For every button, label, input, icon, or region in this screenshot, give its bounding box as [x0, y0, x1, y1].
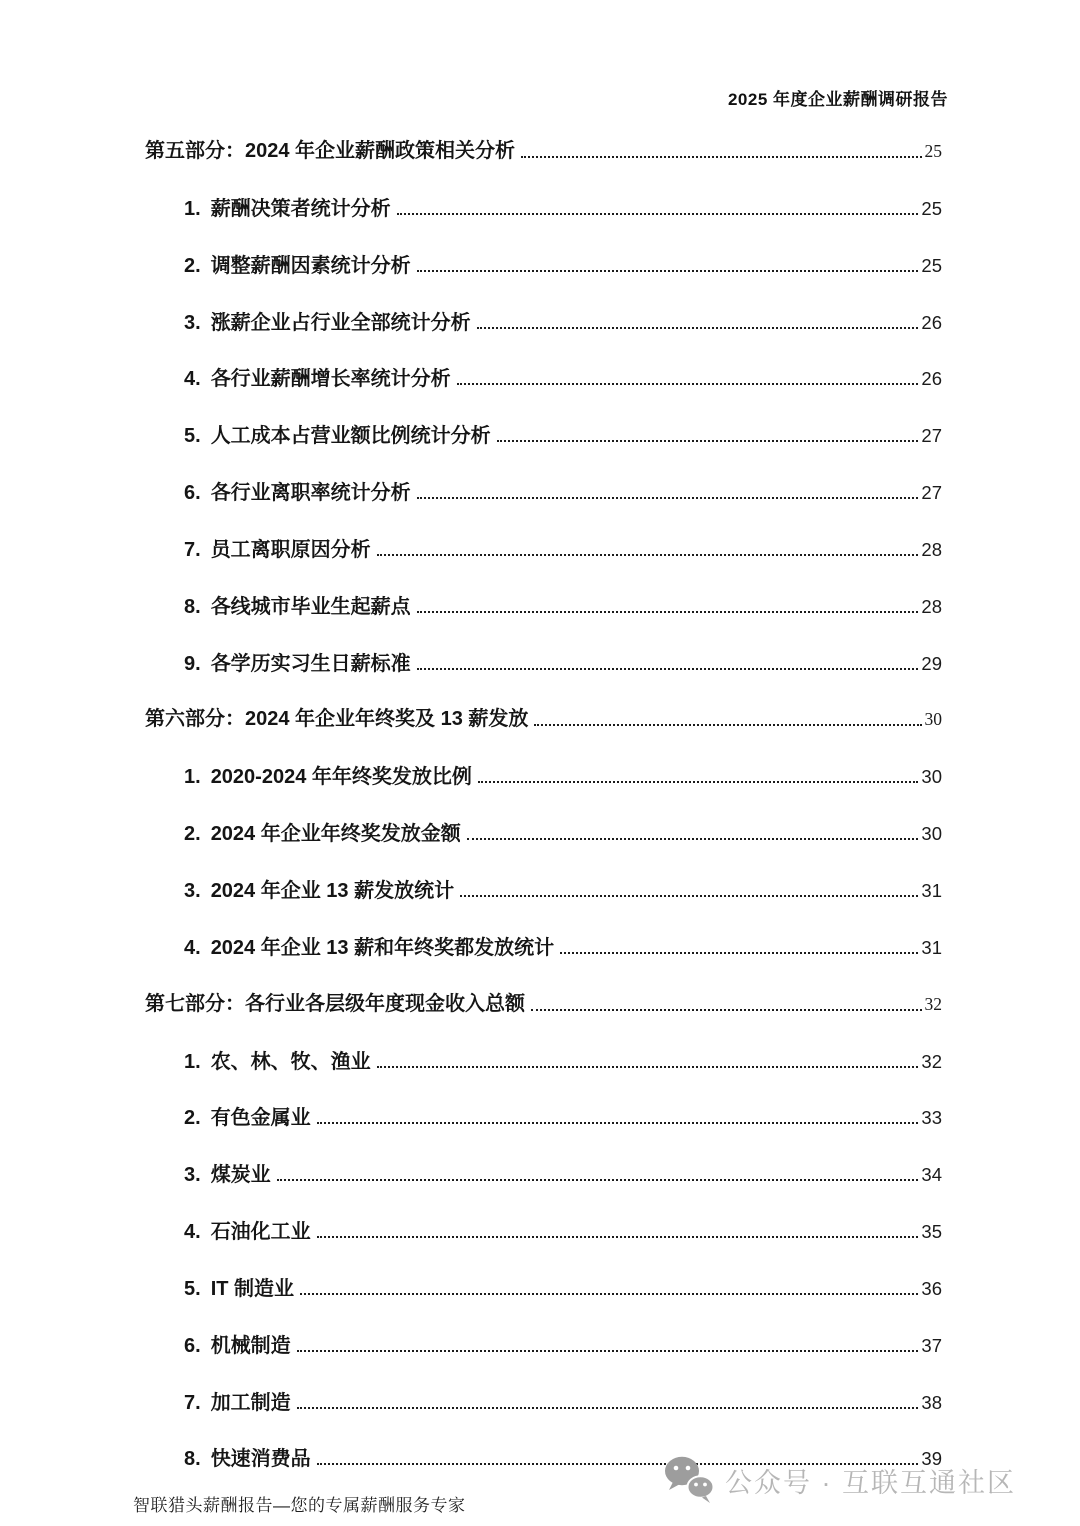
dot-leader: [457, 383, 919, 385]
toc-entry-page: 35: [921, 1221, 942, 1243]
dot-leader: [277, 1179, 919, 1181]
toc-item-row[interactable]: [145, 366, 942, 423]
toc-item-row[interactable]: [145, 196, 942, 253]
toc-item-row[interactable]: [145, 423, 942, 480]
toc-item-row[interactable]: [145, 1049, 942, 1106]
toc-entry-number: 9.: [184, 652, 201, 675]
toc-entry-number: 6.: [184, 482, 201, 505]
toc-entry-label: 各行业薪酬增长率统计分析: [210, 368, 451, 391]
toc-entry-label: 有色金属业: [210, 1107, 311, 1130]
toc-entry-number: 8.: [184, 1448, 201, 1471]
toc-entry-label: IT 制造业: [210, 1277, 295, 1300]
toc-entry-page: 25: [921, 254, 942, 276]
toc-entry-label: 人工成本占营业额比例统计分析: [210, 425, 491, 448]
dot-leader: [417, 611, 919, 613]
toc-item-row[interactable]: [145, 821, 942, 878]
toc-entry-page: 25: [924, 141, 942, 161]
dot-leader: [377, 554, 919, 556]
toc-entry-label: 各线城市毕业生起薪点: [210, 595, 411, 618]
toc-item-row[interactable]: [145, 764, 942, 821]
toc-entry-label: 2024 年企业 13 薪和年终奖都发放统计: [210, 936, 555, 959]
toc-item-row[interactable]: [145, 651, 942, 708]
toc-entry-number: 3.: [184, 311, 201, 334]
dot-leader: [460, 895, 918, 897]
toc-entry-number: 3.: [184, 879, 201, 902]
watermark: [663, 1455, 1016, 1505]
toc-item-row[interactable]: [145, 310, 942, 367]
toc-entry-number: 5.: [184, 1277, 201, 1300]
toc-item-row[interactable]: [145, 1276, 942, 1333]
toc-entry-number: 3.: [184, 1164, 201, 1187]
dot-leader: [297, 1350, 919, 1352]
toc-entry-page: 37: [921, 1334, 942, 1356]
dot-leader: [300, 1293, 918, 1295]
toc-entry-page: 38: [921, 1391, 942, 1413]
toc-item-row[interactable]: [145, 1390, 942, 1447]
toc-entry-page: 29: [921, 652, 942, 674]
toc-entry-label: 2024 年企业年终奖发放金额: [210, 823, 461, 846]
toc-entry-number: 2.: [184, 254, 201, 277]
wechat-icon: [663, 1455, 715, 1505]
dot-leader: [534, 724, 921, 726]
toc-entry-label: 调整薪酬因素统计分析: [210, 254, 411, 277]
toc-item-row[interactable]: [145, 1162, 942, 1219]
toc-entry-page: 32: [924, 993, 942, 1014]
toc-item-row[interactable]: [145, 1219, 942, 1276]
table-of-contents: [145, 139, 942, 1503]
toc-entry-number: 1.: [184, 766, 201, 789]
toc-entry-label: 各行业离职率统计分析: [210, 482, 411, 505]
dot-leader: [497, 440, 919, 442]
toc-entry-page: 25: [921, 197, 942, 219]
toc-section-row[interactable]: [145, 992, 942, 1049]
toc-entry-label: 各学历实习生日薪标准: [210, 652, 411, 675]
toc-entry-label: 农、林、牧、渔业: [210, 1050, 371, 1073]
toc-entry-page: 26: [921, 368, 942, 390]
toc-entry-number: 2.: [184, 1107, 201, 1130]
toc-entry-label: 第七部分：各行业各层级年度现金收入总额: [145, 992, 525, 1015]
toc-entry-number: 1.: [184, 1050, 201, 1073]
dot-leader: [417, 270, 919, 272]
toc-entry-number: 5.: [184, 425, 201, 448]
toc-entry-label: 第六部分：2024 年企业年终奖及 13 薪发放: [145, 708, 529, 731]
toc-entry-page: 36: [921, 1277, 942, 1299]
toc-item-row[interactable]: [145, 480, 942, 537]
toc-entry-page: 39: [921, 1448, 942, 1470]
dot-leader: [521, 156, 921, 158]
toc-entry-page: 27: [921, 482, 942, 504]
toc-section-row[interactable]: [145, 139, 942, 196]
dot-leader: [477, 327, 919, 329]
toc-entry-label: 煤炭业: [210, 1164, 271, 1187]
toc-entry-label: 快速消费品: [210, 1448, 311, 1471]
toc-entry-page: 30: [921, 766, 942, 788]
dot-leader: [560, 952, 918, 954]
toc-entry-number: 4.: [184, 368, 201, 391]
toc-entry-page: 34: [921, 1164, 942, 1186]
toc-entry-page: 31: [921, 879, 942, 901]
toc-item-row[interactable]: [145, 594, 942, 651]
toc-entry-page: 27: [921, 425, 942, 447]
toc-entry-label: 石油化工业: [210, 1221, 311, 1244]
toc-entry-page: 30: [921, 823, 942, 845]
dot-leader: [317, 1122, 919, 1124]
toc-entry-label: 2024 年企业 13 薪发放统计: [210, 879, 455, 902]
toc-entry-number: 6.: [184, 1334, 201, 1357]
toc-entry-page: 31: [921, 936, 942, 958]
toc-entry-page: 32: [921, 1050, 942, 1072]
page-header-title: 2025 年度企业薪酬调研报告: [727, 90, 948, 109]
footer-slogan: 智联猎头薪酬报告—您的专属薪酬服务专家: [133, 1496, 466, 1515]
dot-leader: [297, 1407, 919, 1409]
toc-entry-number: 7.: [184, 538, 201, 561]
toc-entry-page: 28: [921, 595, 942, 617]
dot-leader: [417, 497, 919, 499]
dot-leader: [397, 213, 919, 215]
toc-item-row[interactable]: [145, 1333, 942, 1390]
toc-item-row[interactable]: [145, 935, 942, 992]
toc-entry-label: 员工离职原因分析: [210, 538, 371, 561]
toc-entry-number: 4.: [184, 1221, 201, 1244]
dot-leader: [467, 838, 919, 840]
dot-leader: [317, 1236, 919, 1238]
dot-leader: [417, 668, 919, 670]
toc-entry-number: 2.: [184, 823, 201, 846]
toc-section-row[interactable]: [145, 707, 942, 764]
toc-entry-number: 7.: [184, 1391, 201, 1414]
toc-entry-label: 2020-2024 年年终奖发放比例: [210, 766, 472, 789]
toc-item-row[interactable]: [145, 537, 942, 594]
toc-entry-number: 8.: [184, 595, 201, 618]
toc-entry-label: 第五部分：2024 年企业薪酬政策相关分析: [145, 140, 516, 162]
toc-entry-label: 加工制造: [210, 1391, 291, 1414]
toc-entry-number: 1.: [184, 197, 201, 220]
toc-entry-page: 28: [921, 538, 942, 560]
toc-item-row[interactable]: [145, 1105, 942, 1162]
toc-item-row[interactable]: [145, 878, 942, 935]
toc-entry-page: 26: [921, 311, 942, 333]
watermark-text: 公众号 · 互联互通社区: [725, 1467, 1016, 1498]
toc-entry-page: 33: [921, 1107, 942, 1129]
toc-entry-label: 薪酬决策者统计分析: [210, 197, 391, 220]
toc-entry-label: 涨薪企业占行业全部统计分析: [210, 311, 471, 334]
dot-leader: [478, 781, 919, 783]
toc-entry-page: 30: [924, 709, 942, 730]
toc-entry-number: 4.: [184, 936, 201, 959]
toc-item-row[interactable]: [145, 253, 942, 310]
dot-leader: [531, 1009, 922, 1011]
toc-entry-label: 机械制造: [210, 1334, 291, 1357]
dot-leader: [377, 1066, 919, 1068]
